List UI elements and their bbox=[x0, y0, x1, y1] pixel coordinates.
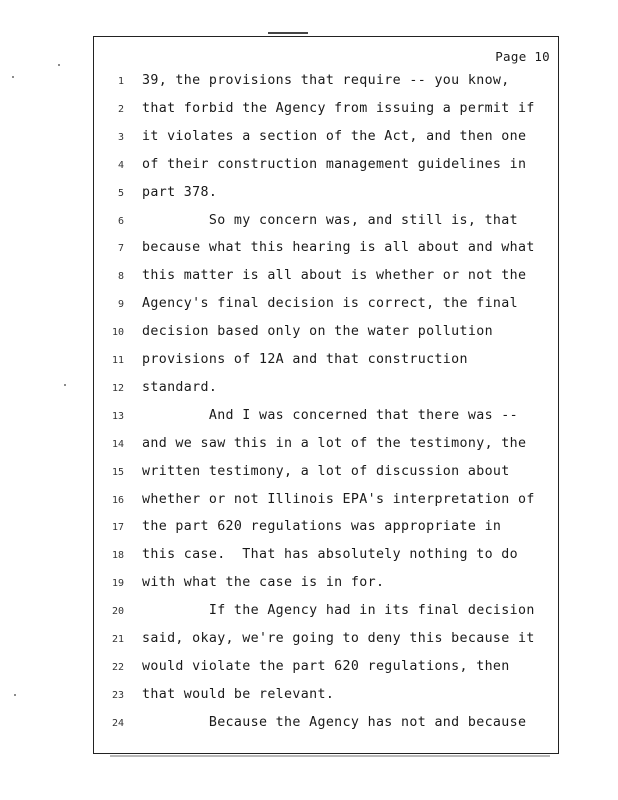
line-number: 12 bbox=[111, 382, 124, 394]
line-number: 1 bbox=[117, 76, 124, 87]
line-text: If the Agency had in its final decision bbox=[142, 603, 535, 619]
line-number: 6 bbox=[117, 215, 124, 227]
line-number: 13 bbox=[111, 410, 124, 422]
line-text: of their construction management guidelines in bbox=[142, 156, 527, 172]
line-text: this case. That has absolutely nothing to do bbox=[142, 547, 518, 563]
scan-artifact-bottom bbox=[110, 755, 550, 757]
transcript-line bbox=[94, 519, 558, 539]
line-number: 17 bbox=[111, 522, 124, 534]
line-number: 22 bbox=[111, 661, 124, 673]
line-text: that would be relevant. bbox=[142, 686, 335, 702]
line-number: 7 bbox=[117, 243, 124, 255]
line-text: So my concern was, and still is, that bbox=[142, 212, 518, 228]
line-number: 15 bbox=[111, 466, 124, 478]
line-number: 4 bbox=[117, 159, 124, 171]
line-text: Agency's final decision is correct, the final bbox=[142, 296, 518, 312]
transcript-line bbox=[94, 464, 558, 484]
line-number: 5 bbox=[117, 187, 124, 199]
page-number: Page 10 bbox=[495, 49, 550, 64]
line-number: 14 bbox=[111, 438, 124, 450]
line-text: it violates a section of the Act, and then one bbox=[142, 128, 527, 144]
transcript-line bbox=[94, 240, 558, 260]
line-text: decision based only on the water pollution bbox=[142, 324, 493, 340]
line-text: the part 620 regulations was appropriate in bbox=[142, 519, 502, 535]
scan-speck bbox=[12, 76, 14, 78]
line-text: with what the case is in for. bbox=[142, 575, 385, 591]
line-number: 3 bbox=[117, 131, 124, 143]
line-number: 11 bbox=[111, 355, 124, 366]
line-text: And I was concerned that there was -- bbox=[142, 407, 518, 423]
line-text: that forbid the Agency from issuing a permit if bbox=[142, 100, 535, 116]
line-number: 10 bbox=[111, 327, 124, 339]
transcript-line bbox=[94, 715, 558, 735]
line-number: 16 bbox=[111, 494, 124, 506]
line-number: 20 bbox=[111, 606, 124, 618]
transcript-line bbox=[94, 380, 558, 400]
line-number: 23 bbox=[111, 689, 124, 701]
transcript-line bbox=[94, 157, 558, 177]
line-number: 19 bbox=[111, 578, 124, 590]
scan-artifact-top bbox=[268, 32, 308, 34]
scan-speck bbox=[64, 384, 66, 386]
transcript-line bbox=[94, 492, 558, 512]
transcript-line bbox=[94, 603, 558, 623]
transcript-line bbox=[94, 185, 558, 205]
line-text: written testimony, a lot of discussion about bbox=[142, 463, 510, 479]
transcript-page bbox=[93, 36, 559, 754]
line-number: 24 bbox=[111, 717, 124, 729]
line-number: 8 bbox=[117, 271, 124, 283]
line-text: part 378. bbox=[142, 184, 218, 200]
line-text: provisions of 12A and that construction bbox=[142, 352, 468, 367]
line-text: would violate the part 620 regulations, then bbox=[142, 658, 510, 674]
scan-speck bbox=[58, 64, 60, 66]
line-text: Because the Agency has not and because bbox=[142, 714, 527, 730]
transcript-line bbox=[94, 547, 558, 567]
line-text: said, okay, we're going to deny this because it bbox=[142, 631, 535, 646]
transcript-line bbox=[94, 73, 558, 93]
line-text: whether or not Illinois EPA's interpretation of bbox=[142, 491, 535, 507]
transcript-line bbox=[94, 408, 558, 428]
line-text: 39, the provisions that require -- you know, bbox=[142, 73, 510, 88]
transcript-line bbox=[94, 101, 558, 121]
transcript-line bbox=[94, 575, 558, 595]
line-number: 21 bbox=[111, 634, 124, 645]
scan-speck bbox=[14, 694, 16, 696]
transcript-line bbox=[94, 213, 558, 233]
transcript-line bbox=[94, 687, 558, 707]
line-text: because what this hearing is all about and what bbox=[142, 240, 535, 256]
transcript-line bbox=[94, 631, 558, 651]
transcript-line bbox=[94, 296, 558, 316]
transcript-line bbox=[94, 436, 558, 456]
transcript-line bbox=[94, 324, 558, 344]
line-number: 18 bbox=[111, 550, 124, 562]
line-number: 2 bbox=[117, 103, 124, 115]
line-text: and we saw this in a lot of the testimony, the bbox=[142, 435, 527, 451]
line-text: this matter is all about is whether or not the bbox=[142, 268, 527, 284]
line-number: 9 bbox=[117, 299, 124, 311]
line-text: standard. bbox=[142, 379, 218, 395]
transcript-line bbox=[94, 352, 558, 372]
transcript-line bbox=[94, 268, 558, 288]
transcript-line bbox=[94, 129, 558, 149]
transcript-line bbox=[94, 659, 558, 679]
